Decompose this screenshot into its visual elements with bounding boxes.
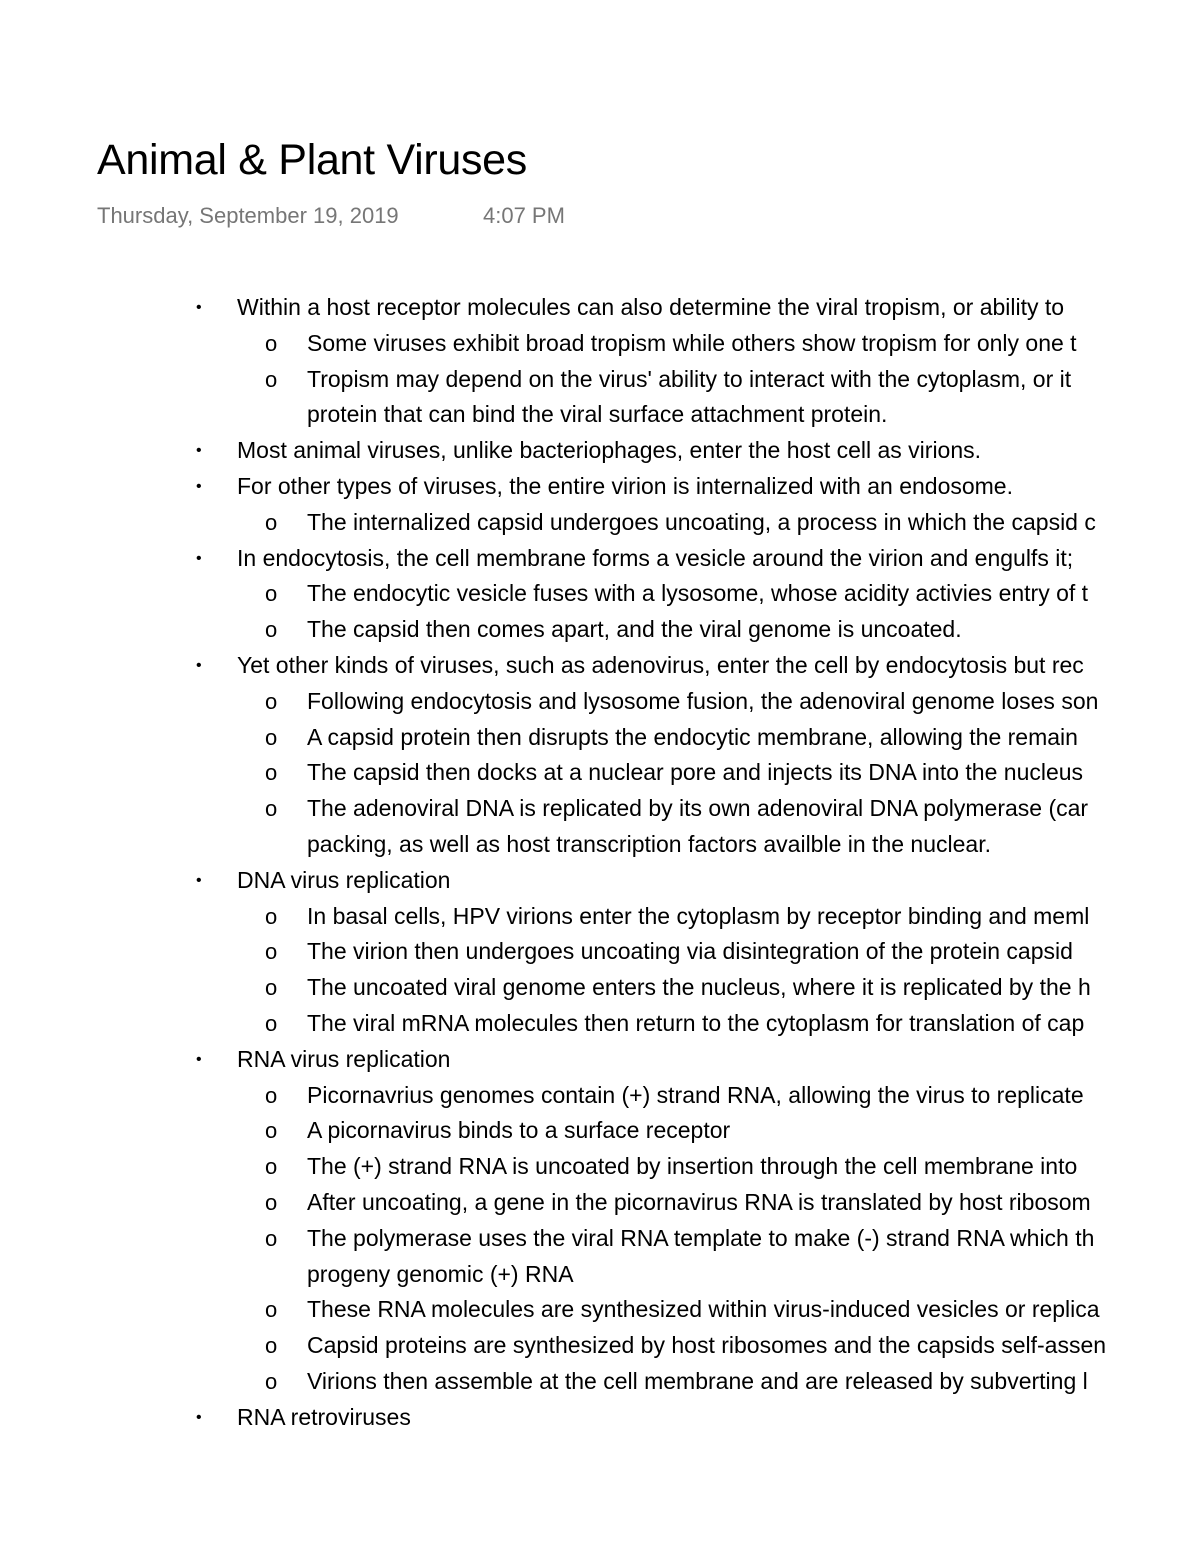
list-item (0, 362, 1200, 398)
list-item (0, 970, 1200, 1006)
bullet-circle-icon: o (265, 509, 278, 535)
list-item-text: The (+) strand RNA is uncoated by insertion through the cell membrane into (307, 1153, 1078, 1180)
list-item (0, 1149, 1200, 1185)
bullet-circle-icon: o (265, 1225, 278, 1251)
list-item (0, 1078, 1200, 1114)
list-item-text: The internalized capsid undergoes uncoating, a process in which the capsid c (307, 508, 1096, 535)
list-item-text: A capsid protein then disrupts the endocytic membrane, allowing the remain (307, 723, 1078, 750)
bullet-dot-icon: • (196, 299, 202, 316)
bullet-circle-icon: o (265, 581, 278, 607)
bullet-dot-icon: • (196, 477, 202, 495)
list-item-text: The endocytic vesicle fuses with a lysosome, whose acidity activies entry of t (307, 580, 1089, 607)
bullet-dot-icon: • (196, 871, 202, 889)
list-item (0, 1400, 1200, 1436)
bullet-circle-icon: o (265, 1189, 278, 1215)
bullet-circle-icon: o (265, 366, 278, 392)
list-item (0, 863, 1200, 899)
note-timestamp (97, 201, 565, 231)
list-item-continuation (0, 827, 1200, 863)
list-item (0, 1006, 1200, 1042)
note-time: 4:07 PM (483, 203, 565, 228)
outline-list (0, 290, 1200, 1436)
list-item (0, 791, 1200, 827)
list-item (0, 899, 1200, 935)
list-item (0, 684, 1200, 720)
list-item-text: The polymerase uses the viral RNA template to make (-) strand RNA which th (307, 1224, 1095, 1251)
list-item (0, 1042, 1200, 1078)
list-item-continuation (0, 397, 1200, 433)
list-item (0, 1328, 1200, 1364)
list-item-text: Picornavrius genomes contain (+) strand RNA, allowing the virus to replicate (307, 1081, 1084, 1108)
bullet-circle-icon: o (265, 975, 278, 1001)
list-item (0, 1292, 1200, 1328)
list-item (0, 612, 1200, 648)
bullet-circle-icon: o (265, 760, 278, 786)
bullet-circle-icon: o (265, 617, 278, 643)
list-item (0, 1221, 1200, 1257)
list-item-text: Yet other kinds of viruses, such as adenovirus, enter the cell by endocytosis but rec (237, 651, 1084, 678)
bullet-circle-icon: o (265, 688, 278, 714)
list-item-continuation (0, 1257, 1200, 1293)
list-item-text: The virion then undergoes uncoating via disintegration of the protein capsid (307, 938, 1073, 965)
list-item-text: Some viruses exhibit broad tropism while others show tropism for only one t (307, 329, 1077, 356)
list-item-text: RNA virus replication (237, 1045, 451, 1072)
list-item-text: These RNA molecules are synthesized within virus-induced vesicles or replica (307, 1296, 1100, 1323)
list-item (0, 290, 1200, 326)
list-item-text: The adenoviral DNA is replicated by its own adenoviral DNA polymerase (car (307, 795, 1089, 822)
bullet-circle-icon: o (265, 1333, 278, 1359)
bullet-circle-icon: o (265, 1154, 278, 1180)
bullet-circle-icon: o (265, 939, 278, 965)
list-item (0, 1364, 1200, 1400)
list-item-text: After uncoating, a gene in the picornavirus RNA is translated by host ribosom (307, 1188, 1091, 1215)
bullet-dot-icon: • (196, 1050, 202, 1068)
note-date: Thursday, September 19, 2019 (97, 203, 399, 228)
list-item-text: For other types of viruses, the entire virion is internalized with an endosome. (237, 472, 1013, 499)
list-item-text: The viral mRNA molecules then return to the cytoplasm for translation of cap (307, 1009, 1085, 1036)
list-item-text: Virions then assemble at the cell membrane and are released by subverting l (307, 1367, 1088, 1394)
list-item-text: progeny genomic (+) RNA (307, 1260, 574, 1287)
list-item (0, 934, 1200, 970)
list-item-text: The capsid then comes apart, and the viral genome is uncoated. (307, 616, 962, 643)
list-item (0, 326, 1200, 362)
bullet-dot-icon: • (196, 1408, 202, 1426)
bullet-circle-icon: o (265, 903, 278, 929)
list-item-text: Most animal viruses, unlike bacteriophages, enter the host cell as virions. (237, 437, 982, 464)
list-item-text: DNA virus replication (237, 866, 451, 893)
bullet-circle-icon: o (265, 1010, 278, 1036)
bullet-dot-icon: • (196, 442, 202, 460)
list-item-text: In endocytosis, the cell membrane forms a vesicle around the virion and engulfs it; (237, 544, 1074, 571)
list-item-text: Following endocytosis and lysosome fusion, the adenoviral genome loses son (307, 687, 1099, 714)
bullet-circle-icon: o (265, 1082, 278, 1108)
bullet-circle-icon: o (265, 1118, 278, 1144)
list-item-text: A picornavirus binds to a surface receptor (307, 1117, 731, 1144)
bullet-dot-icon: • (196, 656, 202, 674)
list-item (0, 1185, 1200, 1221)
list-item (0, 469, 1200, 505)
list-item-text: Within a host receptor molecules can also determine the viral tropism, or ability to (237, 294, 1065, 320)
list-item-text: packing, as well as host transcription factors availble in the nuclear. (307, 830, 991, 857)
list-item-text: Tropism may depend on the virus' ability to interact with the cytoplasm, or it (307, 365, 1072, 392)
list-item (0, 576, 1200, 612)
list-item-text: protein that can bind the viral surface attachment protein. (307, 401, 888, 428)
page-title: Animal & Plant Viruses (97, 136, 527, 184)
list-item-text: In basal cells, HPV virions enter the cytoplasm by receptor binding and meml (307, 902, 1090, 929)
bullet-circle-icon: o (265, 1297, 278, 1323)
bullet-dot-icon: • (196, 549, 202, 567)
bullet-circle-icon: o (265, 724, 278, 750)
list-item-text: RNA retroviruses (237, 1403, 411, 1430)
list-item-text: The uncoated viral genome enters the nucleus, where it is replicated by the h (307, 974, 1091, 1001)
bullet-circle-icon: o (265, 1368, 278, 1394)
list-item (0, 505, 1200, 541)
list-item-text: The capsid then docks at a nuclear pore and injects its DNA into the nucleus (307, 759, 1084, 786)
list-item (0, 720, 1200, 756)
bullet-circle-icon: o (265, 796, 278, 822)
list-item (0, 433, 1200, 469)
list-item-text: Capsid proteins are synthesized by host ribosomes and the capsids self-assen (307, 1332, 1107, 1359)
list-item (0, 541, 1200, 577)
bullet-circle-icon: o (265, 330, 278, 356)
list-item (0, 648, 1200, 684)
list-item (0, 1113, 1200, 1149)
list-item (0, 755, 1200, 791)
